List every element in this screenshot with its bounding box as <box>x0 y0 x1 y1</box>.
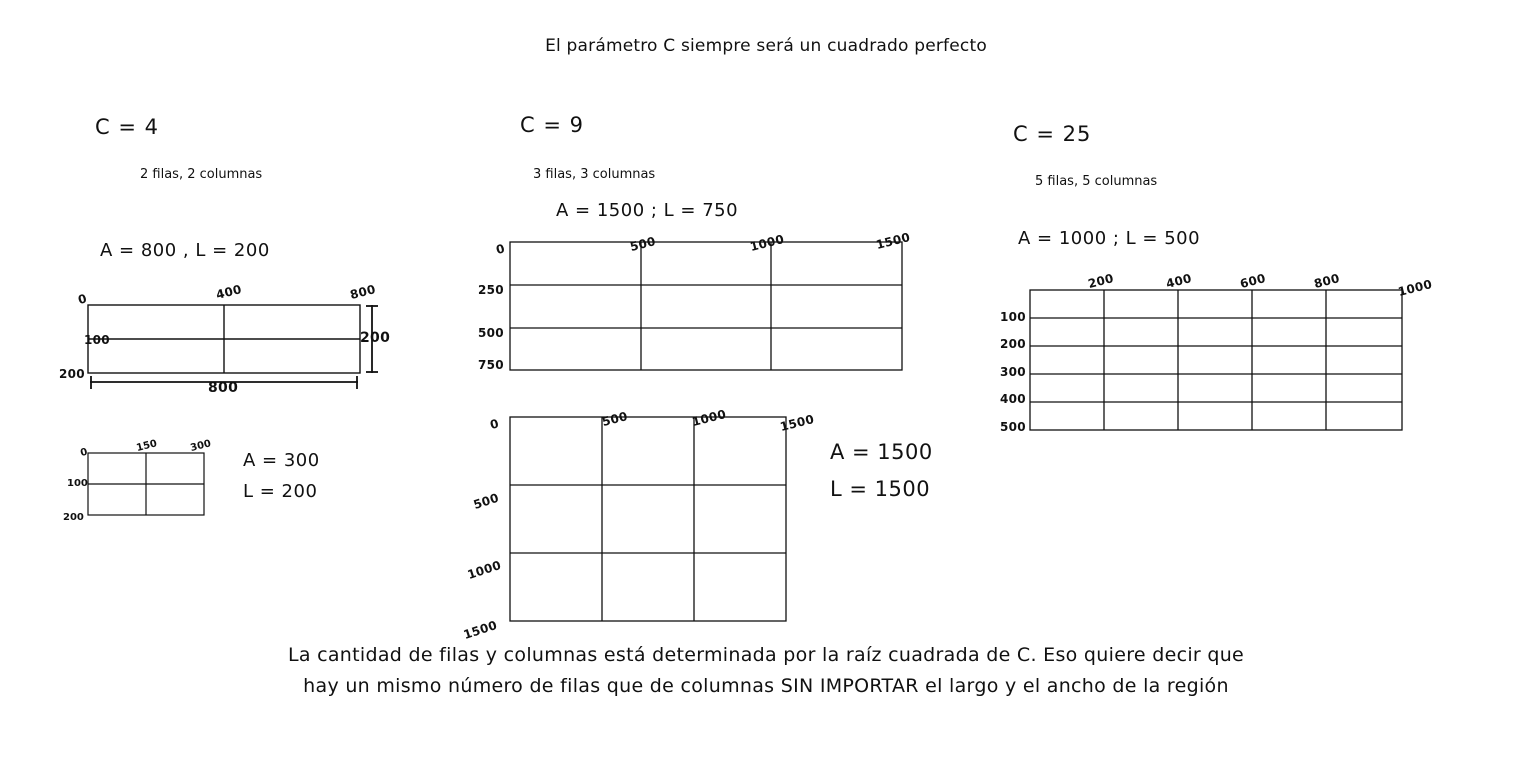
xtick-c25-2: 400 <box>1164 271 1194 291</box>
ytick-c25-4: 400 <box>1000 392 1026 406</box>
ytick-c25-1: 100 <box>1000 310 1026 324</box>
xtick-c4-2-1: 150 <box>135 438 159 454</box>
footer-line-2: hay un mismo número de filas que de columnas SIN IMPORTAR el largo y el ancho de la región <box>303 675 1229 697</box>
grid-caption-c25-1: A = 1000 ; L = 500 <box>1018 228 1201 249</box>
xtick-c4-1-0: 0 <box>76 291 89 307</box>
xtick-c9-2-2: 1000 <box>690 407 728 429</box>
xtick-c9-1-0: 0 <box>494 241 507 257</box>
ytick-c4-1-2: 200 <box>59 367 85 381</box>
grid-caption-c4-2-a: A = 300 <box>243 450 320 471</box>
dim-height-c4-1: 200 <box>360 330 391 346</box>
xtick-c9-2-3: 1500 <box>778 412 816 434</box>
xtick-c4-2-0: 0 <box>79 446 89 459</box>
example-heading-c25: C = 25 <box>1013 122 1092 146</box>
grid-caption-c9-2-a: A = 1500 <box>830 440 933 464</box>
xtick-c25-4: 800 <box>1312 271 1342 291</box>
grid-caption-c4-2-l: L = 200 <box>243 481 318 502</box>
example-subtitle-c25: 5 filas, 5 columnas <box>1035 174 1158 189</box>
ytick-c25-3: 300 <box>1000 365 1026 379</box>
grid-caption-c4-1: A = 800 , L = 200 <box>100 240 270 261</box>
xtick-c25-3: 600 <box>1238 271 1268 291</box>
example-heading-c4: C = 4 <box>95 115 159 139</box>
grid-c4-2 <box>86 440 246 540</box>
ytick-c4-2-2: 200 <box>63 512 84 523</box>
page-title: El parámetro C siempre será un cuadrado perfecto <box>545 36 987 56</box>
xtick-c9-1-2: 1000 <box>748 232 786 254</box>
grid-caption-c9-2-l: L = 1500 <box>830 477 931 501</box>
grid-c25-1 <box>1028 288 1428 448</box>
dim-width-c4-1: 800 <box>208 380 239 396</box>
ytick-c9-2-3: 1500 <box>461 617 499 642</box>
xtick-c9-1-1: 500 <box>628 234 658 254</box>
example-heading-c9: C = 9 <box>520 113 584 137</box>
ytick-c25-2: 200 <box>1000 337 1026 351</box>
ytick-c25-5: 500 <box>1000 420 1026 434</box>
example-subtitle-c9: 3 filas, 3 columnas <box>533 167 656 182</box>
ytick-c9-1-2: 500 <box>478 326 504 340</box>
grid-c9-2 <box>508 415 808 635</box>
ytick-c9-2-2: 1000 <box>465 557 503 582</box>
ytick-c4-1-1: 100 <box>84 333 110 347</box>
xtick-c4-1-1: 400 <box>214 282 244 302</box>
xtick-c4-2-2: 300 <box>189 438 213 454</box>
ytick-c9-2-1: 500 <box>471 490 501 512</box>
ytick-c9-1-1: 250 <box>478 283 504 297</box>
xtick-c25-1: 200 <box>1086 271 1116 291</box>
example-subtitle-c4: 2 filas, 2 columnas <box>140 167 263 182</box>
ytick-c9-1-3: 750 <box>478 358 504 372</box>
xtick-c9-2-0: 0 <box>488 416 501 432</box>
xtick-c9-2-1: 500 <box>600 409 630 429</box>
xtick-c25-5: 1000 <box>1396 277 1434 299</box>
footer-line-1: La cantidad de filas y columnas está determinada por la raíz cuadrada de C. Eso quiere decir que <box>287 644 1245 666</box>
xtick-c9-1-3: 1500 <box>874 230 912 252</box>
ytick-c4-2-1: 100 <box>67 478 88 489</box>
grid-c9-1 <box>508 238 928 378</box>
footer-note <box>0 640 1532 702</box>
xtick-c4-1-2: 800 <box>348 282 378 302</box>
grid-caption-c9-1: A = 1500 ; L = 750 <box>556 200 739 221</box>
